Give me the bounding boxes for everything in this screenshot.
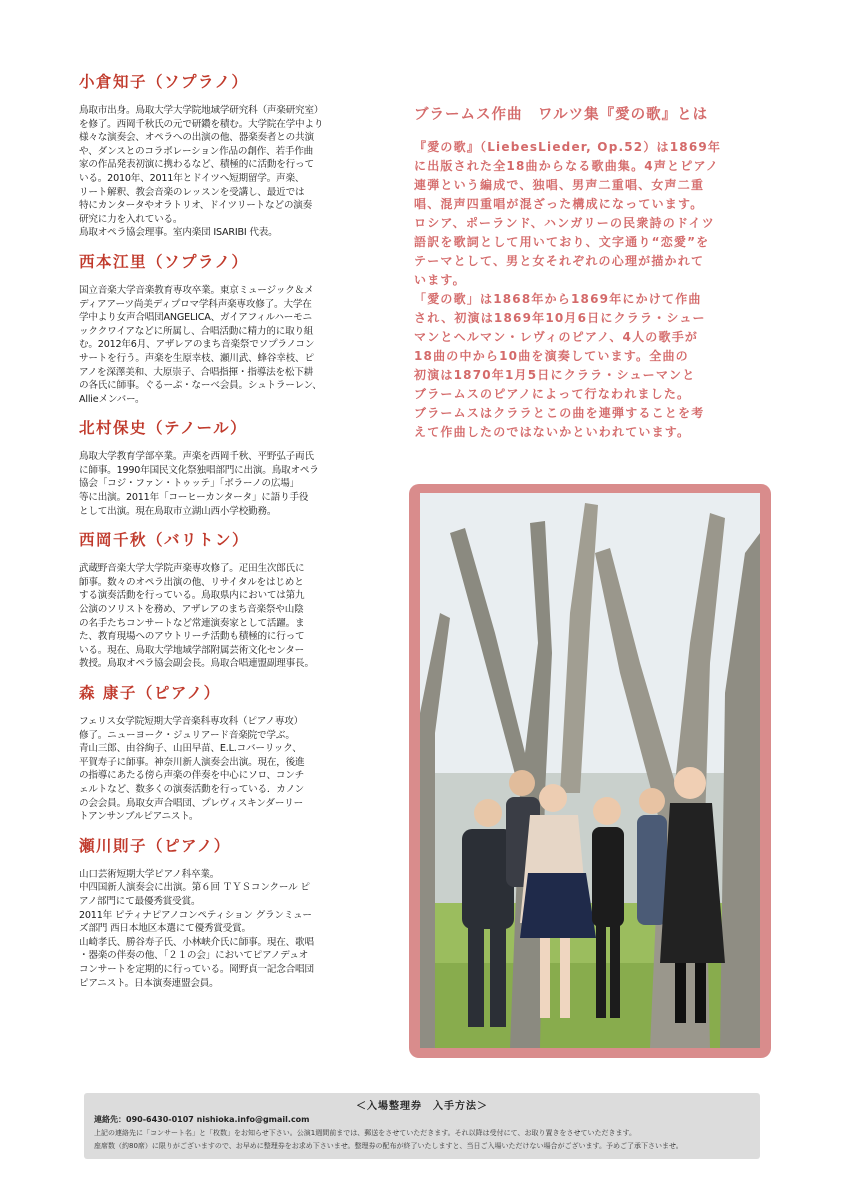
group-photo [420,493,760,1048]
profile-name: 瀬川則子（ピアノ） [79,836,231,855]
performer-profiles [79,70,361,1000]
profile-bio: 国立音楽大学音楽教育専攻卒業。東京ミュージック＆メ ディアアーツ尚美ディプロマ学科声楽専攻修了。大学在 学中より女声合唱団ANGELICA、ガイアフィルハーモニ ッククワイアなどに所属し、合唱活動に精力的に取り組 む。2012年6月、アザレアのまち音楽祭でソプラノコン サートを行う。声楽を生原幸枝、瀬川武、蜂谷幸枝、ピ アノを深澤美和、大原崇子、合唱指揮・指導法を松下耕 の各氏に師事。ぐるーぷ・なーべ会員。シュトラーレン、 Allieメンバー。 [79,284,322,405]
ticket-info-title: ＜入場整理券 入手方法＞ [356,1101,488,1112]
profile-name: 小倉知子（ソプラノ） [79,73,249,91]
profile-segawa [79,834,361,990]
profile-name: 西岡千秋（バリトン） [79,531,250,550]
ticket-info-box [84,1093,760,1159]
profile-nishimoto [79,250,361,406]
article-title: ブラームス作曲 ワルツ集『愛の歌』とは [414,107,709,123]
profile-name: 北村保史（テノール） [79,419,248,438]
profile-bio: 鳥取市出身。鳥取大学大学院地域学研究科（声楽研究室） を修了。西岡千秋氏の元で研鑽を積む。大学院在学中より 様々な演奏会、オペラへの出演の他、器楽奏者との共演 や、ダンスとのコラボレーション作品の創作、若手作曲 家の作品発表初演に携わるなど、積極的に活動を行って いる。2010年、2011年とドイツへ短期留学。声楽、 リート解釈、教会音楽のレッスンを受講し、最近では 特にカンタータやオラトリオ、ドイツリートなどの演奏 研究に力を入れている。 鳥取オペラ協会理事。室内楽団 ISARIBI 代表。 [79,105,324,239]
ticket-instructions: 上記の連絡先に「コンサート名」と「枚数」をお知らせ下さい。公演1週間前までは、郵送をさせていただきます。それ以降は受付にて、お取り置きをさせていただきます。 [94,1129,636,1137]
profile-kitamura [79,416,361,518]
profile-name: 森 康子（ピアノ） [79,684,221,702]
profile-nishioka [79,528,361,671]
profile-ogura [79,70,361,240]
profile-name: 西本江里（ソプラノ） [79,252,249,271]
profile-bio: 山口芸術短期大学ピアノ科卒業。 中四国新人演奏会に出演。第６回 ＴＹＳコンクール ピ アノ部門にて最優秀賞受賞。 2011年 ピティナピアノコンペティション グランミュー ズ部門 西日本地区本選にて優秀賞受賞。 山崎孝氏、勝谷寿子氏、小林峡介氏に師事。現在、歌唱 ・器楽の伴奏の他、「２１の会」においてピアノデュオ コンサートを定期的に行っている。岡野貞一記念合唱団 ピアニスト。日本演奏連盟会員。 [79,868,314,989]
profile-bio: 鳥取大学教育学部卒業。声楽を西岡千秋、平野弘子両氏 に師事。1990年国民文化祭独唱部門に出演。鳥取オペラ 協会「コジ・ファン・トゥッテ」「ボラーノの広場」 等に出演。2011年「コーヒーカンタータ」に語り手役 として出演。現在鳥取市立湖山西小学校勤務。 [79,451,319,517]
article-liebeslieder [414,103,759,442]
profile-mori [79,681,361,824]
profile-bio: 武蔵野音楽大学大学院声楽専攻修了。疋田生次郎氏に 師事。数々のオペラ出演の他、リサイタルをはじめと する演奏活動を行っている。鳥取県内においては第九 公演のソリストを務め、アザレアのまち音楽祭や山陰 の名手たちコンサートなど常連演奏家として活躍。ま た、教育現場へのアウトリーチ活動も積極的に行って いる。現在、鳥取大学地域学部附属芸術文化センター 教授。鳥取オペラ協会副会長。鳥取合唱連盟副理事長。 [79,563,314,670]
ticket-notice: 座席数（約80席）に限りがございますので、お早めに整理券をお求め下さいませ。整理券の配布が終了いたしますと、当日ご入場いただけない場合がございます。予めご了承下さいませ。 [94,1142,683,1150]
profile-bio: フェリス女学院短期大学音楽科専攻科（ピアノ専攻） 修了。ニューヨーク・ジュリアード音楽院で学ぶ。 青山三郎、由谷絢子、山田早苗、E.L.コバーリック、 平賀寿子に師事。神奈川新人演奏会出演。現在，後進 の指導にあたる傍ら声楽の伴奏を中心にソロ、コンチ ェルトなど、数多くの演奏活動を行っている．カノン の会会員。鳥取女声合唱団、プレヴィスキンダーリー トアンサンブルピアニスト。 [79,716,305,823]
article-body: 『愛の歌』（LiebesLieder, Op.52）は1869年 に出版された全18曲からなる歌曲集。4声とピアノ 連弾という編成で、独唱、男声二重唱、女声二重 唱、混声四重唱が混ざった構成になっています。 ロシア、ポーランド、ハンガリーの民衆詩のドイツ 語訳を歌詞として用いており、文字通り“恋愛”を テーマとして、男と女それぞれの心理が描かれて います。 「愛の歌」は1868年から1869年にかけて作曲 され、初演は1869年10月6日にクララ・シュー マンとヘルマン・レヴィのピアノ、4人の歌手が 18曲の中から10曲を演奏しています。全曲の 初演は1870年1月5日にクララ・シューマンと ブラームスのピアノによって行なわれました。 ブラームスはクララとこの曲を連弾することを考 えて作曲したのではないかといわれています。 [414,140,722,439]
photo-frame [409,484,771,1058]
group-photo-illustration [420,493,760,1048]
contact-info: 連絡先：090-6430-0107 nishioka.info@gmail.com [94,1115,310,1124]
